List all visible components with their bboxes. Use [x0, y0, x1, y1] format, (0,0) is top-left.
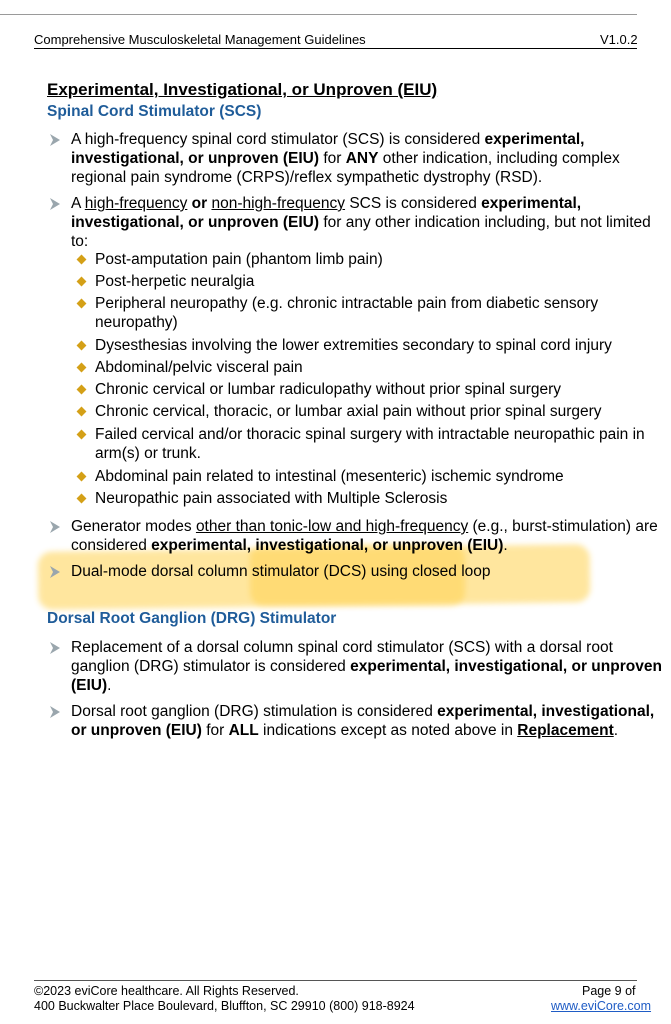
- diamond-bullet-icon: [77, 494, 87, 504]
- list-item: Dysesthesias involving the lower extremities secondary to spinal cord injury: [95, 337, 612, 354]
- list-item: Peripheral neuropathy (e.g. chronic intractable pain from diabetic sensory neuropathy): [95, 295, 599, 331]
- list-item: Chronic cervical, thoracic, or lumbar axial pain without prior spinal surgery: [95, 403, 602, 420]
- list-item: Abdominal/pelvic visceral pain: [95, 359, 303, 376]
- diamond-bullet-icon: [77, 385, 87, 395]
- drg-heading: Dorsal Root Ganglion (DRG) Stimulator: [47, 610, 337, 627]
- arrow-bullet-icon: [48, 133, 62, 147]
- footer-copyright: ©2023 eviCore healthcare. All Rights Reserved.: [34, 984, 299, 998]
- replacement-link[interactable]: Replacement: [517, 722, 614, 739]
- arrow-bullet-icon: [48, 705, 62, 719]
- diamond-bullet-icon: [77, 472, 87, 482]
- scs-paragraph-2: A high-frequency or non-high-frequency SCS is considered experimental, investigational, or unproven (EIU) for any other indication including, but not limited to:: [71, 195, 651, 250]
- footer-page-number: Page 9 of: [582, 984, 636, 998]
- diamond-bullet-icon: [77, 407, 87, 417]
- list-item: Post-amputation pain (phantom limb pain): [95, 251, 383, 268]
- arrow-bullet-icon: [48, 641, 62, 655]
- arrow-bullet-icon: [48, 565, 62, 579]
- header-rule: [34, 48, 637, 49]
- header-title: Comprehensive Musculoskeletal Management Guidelines: [34, 32, 366, 47]
- list-item: Neuropathic pain associated with Multiple Sclerosis: [95, 490, 448, 507]
- diamond-bullet-icon: [77, 277, 87, 287]
- diamond-bullet-icon: [77, 430, 87, 440]
- list-item: Abdominal pain related to intestinal (mesenteric) ischemic syndrome: [95, 468, 564, 485]
- drg-paragraph-1: Replacement of a dorsal column spinal cord stimulator (SCS) with a dorsal root ganglion (DRG) stimulator is considered experimental, investigational, or unproven (EIU).: [71, 639, 662, 694]
- footer-address: 400 Buckwalter Place Boulevard, Bluffton, SC 29910 (800) 918-8924: [34, 999, 415, 1013]
- scs-paragraph-3: Generator modes other than tonic-low and high-frequency (e.g., burst-stimulation) are considered experimental, investigational, or unproven (EIU).: [71, 518, 658, 554]
- drg-paragraph-2: Dorsal root ganglion (DRG) stimulation is considered experimental, investigational, or unproven (EIU) for ALL indications except as noted above in Replacement.: [71, 703, 655, 739]
- diamond-bullet-icon: [77, 363, 87, 373]
- header-version: V1.0.2: [600, 32, 638, 47]
- scs-paragraph-4: Dual-mode dorsal column stimulator (DCS) using closed loop: [71, 563, 491, 580]
- top-border: [0, 14, 637, 15]
- arrow-bullet-icon: [48, 520, 62, 534]
- diamond-bullet-icon: [77, 341, 87, 351]
- arrow-bullet-icon: [48, 197, 62, 211]
- diamond-bullet-icon: [77, 299, 87, 309]
- scs-heading: Spinal Cord Stimulator (SCS): [47, 103, 262, 120]
- list-item: Post-herpetic neuralgia: [95, 273, 255, 290]
- list-item: Chronic cervical or lumbar radiculopathy without prior spinal surgery: [95, 381, 562, 398]
- scs-paragraph-1: A high-frequency spinal cord stimulator (SCS) is considered experimental, investigational, or unproven (EIU) for ANY other indication, including complex regional pain syndrome (CRPS)/reflex sympathetic dystrophy (RSD).: [71, 131, 620, 186]
- footer-rule: [34, 980, 637, 981]
- diamond-bullet-icon: [77, 255, 87, 265]
- section-title: Experimental, Investigational, or Unproven (EIU): [47, 80, 438, 99]
- list-item: Failed cervical and/or thoracic spinal surgery with intractable neuropathic pain in arm(s) or trunk.: [95, 426, 645, 462]
- footer-website-link[interactable]: www.eviCore.com: [551, 999, 652, 1013]
